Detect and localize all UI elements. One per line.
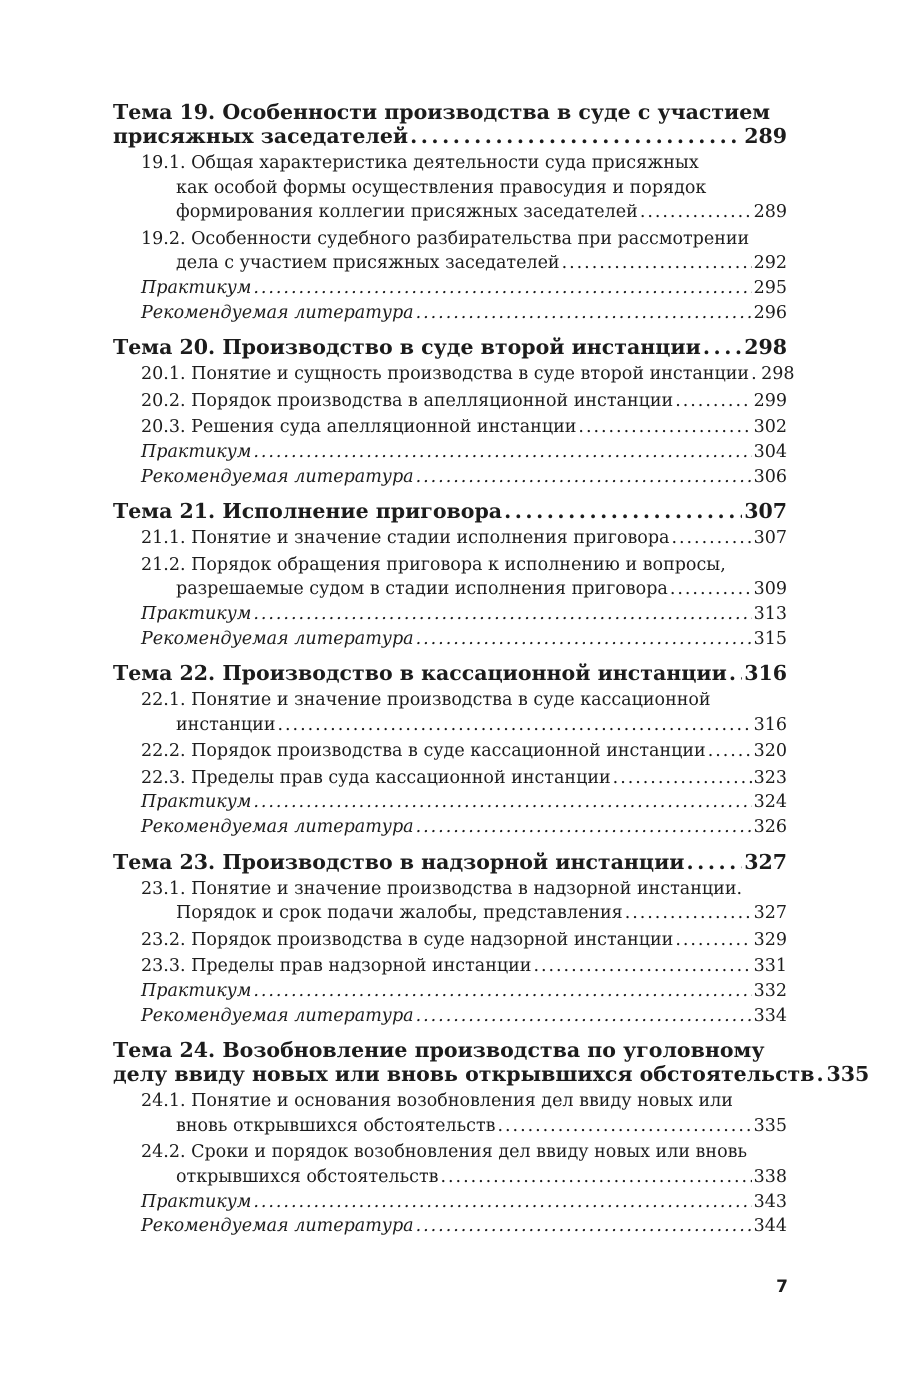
dot-leader bbox=[675, 389, 751, 414]
dot-leader bbox=[729, 661, 742, 685]
topic-title-line: Тема 23. Производство в надзорной инстанции bbox=[113, 849, 685, 874]
entry-page-number: 323 bbox=[753, 767, 787, 788]
entry-row bbox=[141, 1165, 787, 1190]
toc-subsection bbox=[141, 877, 787, 926]
dot-leader bbox=[613, 766, 752, 791]
entry-page-number: 298 bbox=[761, 364, 795, 385]
topic-title-line: Тема 21. Исполнение приговора bbox=[113, 499, 503, 524]
entry-line: 23.2. Порядок производства в суде надзорной инстанции bbox=[141, 929, 674, 950]
entry-line: Рекомендуемая литература bbox=[141, 466, 414, 487]
entry-page-number: 320 bbox=[753, 741, 787, 762]
entry-line: Практикум bbox=[141, 603, 252, 624]
entry-line: Практикум bbox=[141, 277, 252, 298]
toc-subsection bbox=[141, 1140, 787, 1189]
dot-leader bbox=[562, 251, 752, 276]
topic-title bbox=[113, 850, 787, 874]
dot-leader bbox=[671, 526, 751, 551]
topic-page-number: 307 bbox=[744, 499, 787, 524]
topic-title-row bbox=[113, 661, 787, 685]
entry-page-number: 289 bbox=[753, 202, 787, 223]
entry-page-number: 304 bbox=[753, 441, 787, 462]
dot-leader bbox=[625, 901, 752, 926]
page-number: 7 bbox=[776, 1277, 788, 1297]
toc-subsection bbox=[141, 688, 787, 737]
entry-line: 20.1. Понятие и сущность производства в суде второй инстанции bbox=[141, 364, 750, 385]
topic-title-line: присяжных заседателей bbox=[113, 124, 409, 148]
entry-row bbox=[141, 766, 787, 791]
toc-auxiliary-entry bbox=[141, 276, 787, 301]
entry-line: Рекомендуемая литература bbox=[141, 817, 414, 838]
dot-leader bbox=[253, 979, 751, 1004]
topic-title-line: Тема 24. Возобновление производства по уголовному bbox=[113, 1038, 765, 1063]
toc-topic bbox=[113, 100, 787, 325]
dot-leader bbox=[498, 1114, 752, 1139]
entry-line: разрешаемые судом в стадии исполнения приговора bbox=[176, 579, 668, 600]
toc-subsection bbox=[141, 1089, 787, 1138]
entry-row bbox=[141, 1114, 787, 1139]
entry-page-number: 299 bbox=[753, 390, 787, 411]
dot-leader bbox=[703, 335, 742, 359]
topic-title-line: Тема 20. Производство в суде второй инстанции bbox=[113, 335, 701, 360]
entry-line: Рекомендуемая литература bbox=[141, 1005, 414, 1026]
entry-line: 23.3. Пределы прав надзорной инстанции bbox=[141, 956, 532, 977]
entry-page-number: 315 bbox=[753, 628, 787, 649]
entry-page-number: 329 bbox=[753, 929, 787, 950]
toc-auxiliary-entry bbox=[141, 627, 787, 652]
entry-page-number: 344 bbox=[753, 1216, 787, 1237]
dot-leader bbox=[416, 627, 752, 652]
dot-leader bbox=[708, 739, 752, 764]
topic-page-number: 327 bbox=[744, 849, 787, 874]
entry-page-number: 316 bbox=[753, 714, 787, 735]
topic-title bbox=[113, 499, 787, 523]
dot-leader bbox=[416, 1214, 752, 1239]
dot-leader bbox=[675, 928, 751, 953]
entry-line: 20.2. Порядок производства в апелляционной инстанции bbox=[141, 390, 674, 411]
entry-line: 22.2. Порядок производства в суде кассационной инстанции bbox=[141, 741, 706, 762]
entry-row bbox=[141, 979, 787, 1004]
dot-leader bbox=[253, 440, 751, 465]
entry-page-number: 296 bbox=[753, 302, 787, 323]
entry-row bbox=[141, 251, 787, 276]
dot-leader bbox=[416, 815, 752, 840]
entry-page-number: 335 bbox=[753, 1115, 787, 1136]
dot-leader bbox=[578, 415, 751, 440]
topic-title bbox=[113, 335, 787, 359]
entry-row bbox=[141, 1190, 787, 1215]
dot-leader bbox=[278, 713, 752, 738]
dot-leader bbox=[416, 1004, 752, 1029]
dot-leader bbox=[416, 465, 752, 490]
dot-leader bbox=[533, 954, 751, 979]
entry-line: дела с участием присяжных заседателей bbox=[176, 253, 560, 274]
toc-auxiliary-entry bbox=[141, 440, 787, 465]
entry-line: 21.2. Порядок обращения приговора к исполнению и вопросы, bbox=[141, 554, 726, 575]
entry-line: формирования коллегии присяжных заседателей bbox=[176, 202, 638, 223]
entry-line: 19.2. Особенности судебного разбирательства при рассмотрении bbox=[141, 228, 750, 249]
dot-leader bbox=[670, 577, 752, 602]
toc-subsection bbox=[141, 526, 787, 551]
entry-page-number: 302 bbox=[753, 417, 787, 438]
entry-row bbox=[141, 928, 787, 953]
topic-page-number: 298 bbox=[744, 335, 787, 360]
entry-row bbox=[141, 415, 787, 440]
entry-line: 21.1. Понятие и значение стадии исполнения приговора bbox=[141, 528, 670, 549]
entry-line: Практикум bbox=[141, 1191, 252, 1212]
entry-row bbox=[141, 362, 795, 387]
topic-title-row bbox=[113, 335, 787, 359]
entry-row bbox=[141, 440, 787, 465]
entry-row bbox=[141, 200, 787, 225]
toc-topic bbox=[113, 499, 787, 651]
toc-subsection bbox=[141, 553, 787, 602]
entry-page-number: 338 bbox=[753, 1167, 787, 1187]
toc-topic bbox=[113, 335, 795, 489]
entry-row bbox=[141, 901, 787, 926]
topic-title-row bbox=[113, 850, 787, 874]
entry-line: Рекомендуемая литература bbox=[141, 1216, 414, 1237]
entry-line: Практикум bbox=[141, 441, 252, 462]
entry-row bbox=[141, 815, 787, 840]
entry-page-number: 295 bbox=[753, 277, 787, 298]
dot-leader bbox=[751, 362, 759, 387]
topic-title bbox=[113, 661, 787, 685]
entry-line: Порядок и срок подачи жалобы, представления bbox=[176, 903, 623, 924]
dot-leader bbox=[640, 200, 752, 225]
toc-subsection bbox=[141, 739, 787, 764]
entry-row bbox=[141, 602, 787, 627]
entry-line: инстанции bbox=[176, 714, 276, 735]
topic-title-row bbox=[113, 1062, 870, 1087]
toc-auxiliary-entry bbox=[141, 301, 787, 326]
topic-title-line: делу ввиду новых или вновь открывшихся обстоятельств bbox=[113, 1062, 815, 1087]
dot-leader bbox=[441, 1165, 752, 1190]
entry-row bbox=[141, 276, 787, 301]
entry-page-number: 306 bbox=[753, 466, 787, 487]
dot-leader bbox=[686, 850, 742, 874]
entry-page-number: 332 bbox=[753, 981, 787, 1002]
dot-leader bbox=[504, 499, 742, 523]
toc-subsection bbox=[141, 415, 787, 440]
topic-page-number: 289 bbox=[744, 124, 787, 148]
entry-row bbox=[141, 577, 787, 602]
entry-row bbox=[141, 790, 787, 815]
dot-leader bbox=[253, 1190, 751, 1215]
toc-subsection bbox=[141, 362, 795, 387]
entry-line: 19.1. Общая характеристика деятельности суда присяжных bbox=[141, 153, 699, 173]
entry-page-number: 292 bbox=[753, 253, 787, 274]
entry-page-number: 326 bbox=[753, 817, 787, 838]
entry-row bbox=[141, 389, 787, 414]
entry-line: 24.1. Понятие и основания возобновления дел ввиду новых или bbox=[141, 1091, 733, 1112]
toc-subsection bbox=[141, 151, 787, 225]
topic-title bbox=[113, 100, 787, 148]
entry-page-number: 331 bbox=[753, 956, 787, 977]
topic-title-line: Тема 19. Особенности производства в суде с участием bbox=[113, 100, 771, 124]
entry-page-number: 307 bbox=[753, 528, 787, 549]
toc-auxiliary-entry bbox=[141, 790, 787, 815]
entry-row bbox=[141, 1004, 787, 1029]
topic-page-number: 316 bbox=[744, 661, 787, 686]
entry-row bbox=[141, 739, 787, 764]
entry-line: 23.1. Понятие и значение производства в надзорной инстанции. bbox=[141, 878, 743, 899]
toc-auxiliary-entry bbox=[141, 1004, 787, 1029]
toc-subsection bbox=[141, 954, 787, 979]
topic-page-number: 335 bbox=[826, 1062, 870, 1087]
topic-title bbox=[113, 1038, 870, 1087]
entry-line: как особой формы осуществления правосудия и порядок bbox=[176, 177, 707, 198]
topic-title-row bbox=[113, 124, 787, 148]
entry-row bbox=[141, 1214, 787, 1239]
entry-line: вновь открывшихся обстоятельств bbox=[176, 1115, 496, 1136]
toc-auxiliary-entry bbox=[141, 1214, 787, 1239]
toc-subsection bbox=[141, 227, 787, 276]
entry-row bbox=[141, 627, 787, 652]
toc-topic bbox=[113, 1038, 870, 1239]
toc-topic bbox=[113, 661, 787, 840]
toc-auxiliary-entry bbox=[141, 815, 787, 840]
toc-subsection bbox=[141, 928, 787, 953]
entry-line: открывшихся обстоятельств bbox=[176, 1167, 439, 1187]
dot-leader bbox=[253, 602, 751, 627]
entry-line: 24.2. Сроки и порядок возобновления дел ввиду новых или вновь bbox=[141, 1142, 747, 1163]
entry-row bbox=[141, 301, 787, 326]
entry-line: Рекомендуемая литература bbox=[141, 302, 414, 323]
toc-auxiliary-entry bbox=[141, 602, 787, 627]
entry-line: Рекомендуемая литература bbox=[141, 628, 414, 649]
entry-page-number: 343 bbox=[753, 1191, 787, 1212]
table-of-contents bbox=[113, 100, 870, 1249]
toc-topic bbox=[113, 850, 787, 1029]
toc-subsection bbox=[141, 766, 787, 791]
entry-row bbox=[141, 465, 787, 490]
entry-line: Практикум bbox=[141, 981, 252, 1002]
dot-leader bbox=[817, 1062, 825, 1086]
dot-leader bbox=[410, 124, 742, 148]
entry-line: 20.3. Решения суда апелляционной инстанции bbox=[141, 417, 577, 438]
entry-line: 22.3. Пределы прав суда кассационной инстанции bbox=[141, 767, 611, 788]
toc-auxiliary-entry bbox=[141, 465, 787, 490]
entry-page-number: 313 bbox=[753, 603, 787, 624]
entry-line: 22.1. Понятие и значение производства в суде кассационной bbox=[141, 690, 711, 711]
topic-title-row bbox=[113, 499, 787, 523]
toc-subsection bbox=[141, 389, 787, 414]
entry-page-number: 334 bbox=[753, 1005, 787, 1026]
dot-leader bbox=[253, 276, 751, 301]
dot-leader bbox=[253, 790, 751, 815]
entry-row bbox=[141, 526, 787, 551]
toc-auxiliary-entry bbox=[141, 1190, 787, 1215]
entry-page-number: 327 bbox=[753, 903, 787, 924]
entry-page-number: 324 bbox=[753, 792, 787, 813]
dot-leader bbox=[416, 301, 752, 326]
entry-row bbox=[141, 954, 787, 979]
entry-row bbox=[141, 713, 787, 738]
topic-title-line: Тема 22. Производство в кассационной инстанции bbox=[113, 661, 727, 686]
toc-auxiliary-entry bbox=[141, 979, 787, 1004]
entry-line: Практикум bbox=[141, 792, 252, 813]
entry-page-number: 309 bbox=[753, 579, 787, 600]
